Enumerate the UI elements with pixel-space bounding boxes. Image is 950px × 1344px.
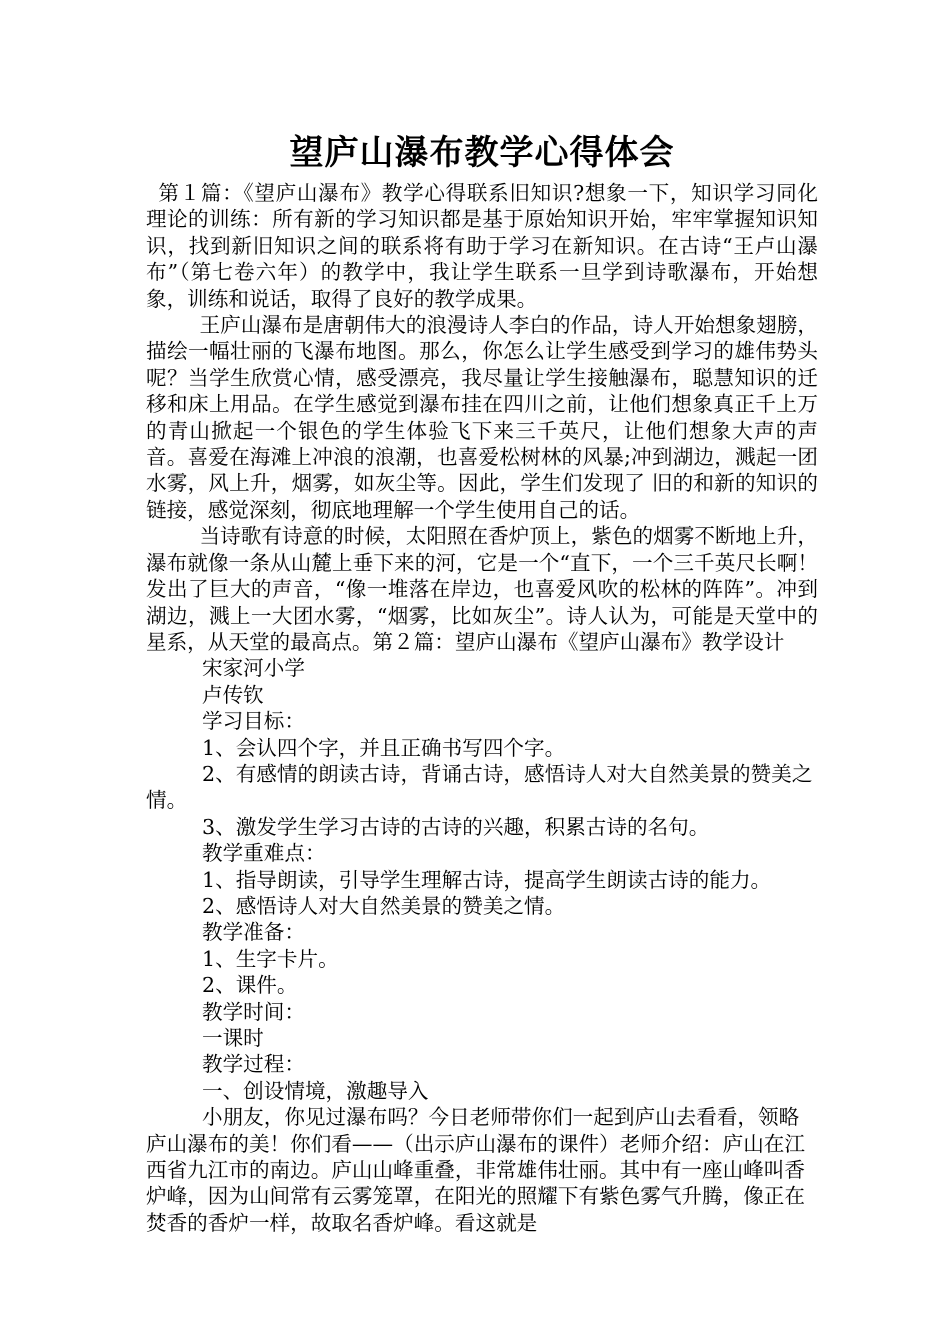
paragraph-3: 当诗歌有诗意的时候，太阳照在香炉顶上，紫色的烟雾不断地上升，瀑布就像一条从山麓上垂下来的河，它是一个“直下，一个三千英尺长啊！发出了巨大的声音，“像一堆落在岸边，也喜爱风吹的松林的阵阵”。冲到湖边，溅上一大团水雾，“烟雾，比如灰尘”。诗人认为，可能是天堂中的星系，从天堂的最高点。第２篇：望庐山瀑布《望庐山瀑布》教学设计 [146,524,818,654]
final-paragraph: 小朋友，你见过瀑布吗？今日老师带你们一起到庐山去看看，领略庐山瀑布的美！你们看——（出示庐山瀑布的课件）老师介绍：庐山在江西省九江市的南边。庐山山峰重叠，非常雄伟壮丽。其中有一座山峰叫香炉峰，因为山间常有云雾笼罩，在阳光的照耀下有紫色雾气升腾，像正在焚香的香炉一样，故取名香炉峰。看这就是 [146,1105,805,1235]
process-step-1: 一、创设情境，激趣导入 [202,1078,429,1103]
preparation-1: 1、生字卡片。 [202,946,339,971]
time-value: 一课时 [202,1026,264,1050]
author-name: 卢传钦 [202,682,264,707]
key-point-1: 1、指导朗读，引导学生理解古诗，提高学生朗读古诗的能力。 [202,867,772,892]
section-time: 教学时间： [202,999,305,1024]
section-preparation: 教学准备： [202,920,305,945]
preparation-2: 2、课件。 [202,973,298,998]
goal-1: 1、会认四个字，并且正确书写四个字。 [202,735,566,760]
goal-2: 2、有感情的朗读古诗，背诵古诗，感悟诗人对大自然美景的赞美之情。 [146,761,813,813]
paragraph-2: 王庐山瀑布是唐朝伟大的浪漫诗人李白的作品，诗人开始想象翅膀，描绘一幅壮丽的飞瀑布地图。那么，你怎么让学生感受到学习的雄伟势头呢？当学生欣赏心情，感受漂亮，我尽量让学生接触瀑布，聪慧知识的迁移和床上用品。在学生感觉到瀑布挂在四川之前，让他们想象真正千上万的青山掀起一个银色的学生体验飞下来三千英尺，让他们想象大声的声音。喜爱在海滩上冲浪的浪潮，也喜爱松树林的风暴;冲到湖边，溅起一团水雾，风上升，烟雾，如灰尘等。因此，学生们发现了 旧的和新的知识的链接，感觉深刻，彻底地理解一个学生使用自己的话。 [146,313,818,522]
section-key-points: 教学重难点： [202,841,326,866]
document-title: 望庐山瀑布教学心得体会 [289,133,675,173]
school-name: 宋家河小学 [202,656,305,681]
paragraph-1: 第１篇：《望庐山瀑布》教学心得联系旧知识?想象一下，知识学习同化理论的训练：所有新的学习知识都是基于原始知识开始，牢牢掌握知识知识，找到新旧知识之间的联系将有助于学习在新知识。在古诗“王卢山瀑布”（第七卷六年）的教学中，我让学生联系一旦学到诗歌瀑布，开始想象，训练和说话，取得了良好的教学成果。 [146,181,818,311]
key-point-2: 2、感悟诗人对大自然美景的赞美之情。 [202,893,566,918]
section-learning-goals: 学习目标： [202,709,305,734]
document-page [146,128,818,1236]
section-process: 教学过程： [202,1052,305,1077]
goal-3: 3、激发学生学习古诗的古诗的兴趣，积累古诗的名句。 [202,814,710,839]
